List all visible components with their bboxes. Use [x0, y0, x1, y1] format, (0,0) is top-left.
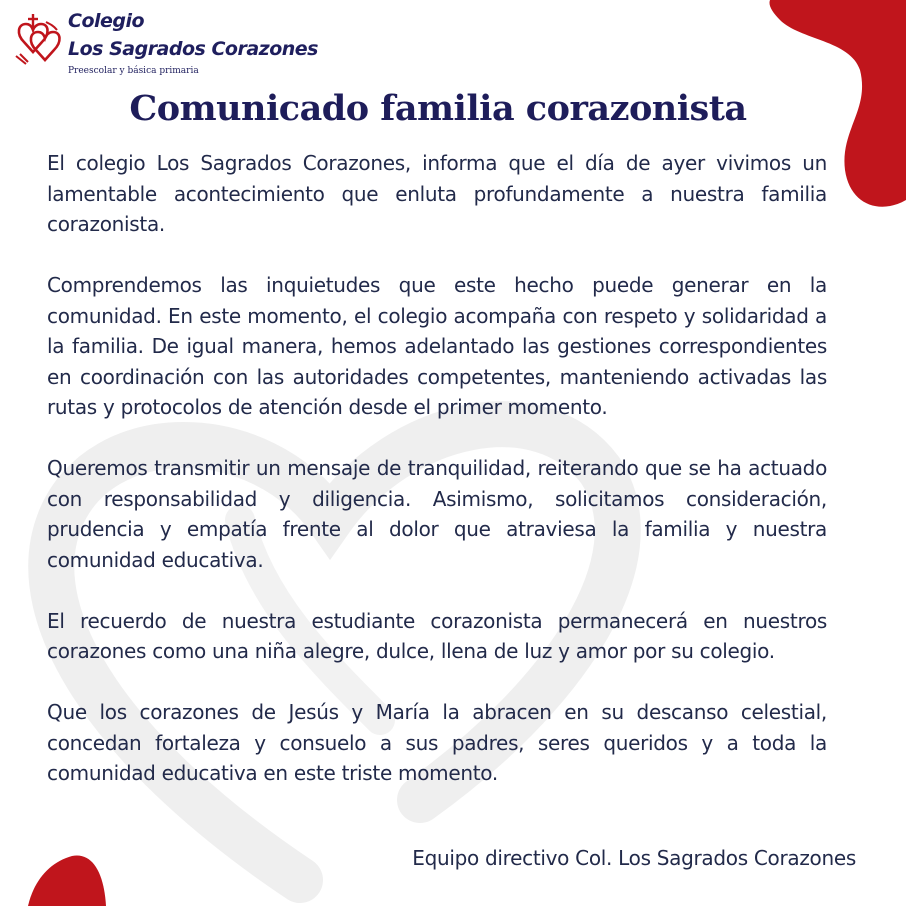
paragraph: Que los corazones de Jesús y María la abracen en su descanso celestial, concedan fortaleza y consuelo a sus padres, seres queridos y a toda la comunidad educativa en este triste momento. [47, 700, 827, 785]
page-title: Comunicado familia corazonista [129, 88, 747, 129]
logo-name-line1: Colegio [68, 10, 145, 32]
logo-name-line2: Los Sagrados Corazones [68, 38, 318, 60]
school-logo [10, 8, 318, 80]
communique-body [47, 148, 827, 789]
paragraph: El recuerdo de nuestra estudiante corazonista permanecerá en nuestros corazones como una niña alegre, dulce, llena de luz y amor por su colegio. [47, 608, 827, 663]
paragraph: Queremos transmitir un mensaje de tranquilidad, reiterando que se ha actuado con responsabilidad y diligencia. Asimismo, solicitamos consideración, prudencia y empatía frente al dolor que atraviesa la familia y nuestra comunidad educativa. [47, 456, 827, 572]
paragraph: El colegio Los Sagrados Corazones, informa que el día de ayer vivimos un lamentable acontecimiento que enluta profundamente a nuestra familia corazonista. [47, 151, 827, 236]
paragraph: Comprendemos las inquietudes que este hecho puede generar en la comunidad. En este momento, el colegio acompaña con respeto y solidaridad a la familia. De igual manera, hemos adelantado las gestiones correspondientes en coordinación con las autoridades competentes, manteniendo activadas las rutas y protocolos de atención desde el primer momento. [47, 273, 827, 419]
logo-subtitle: Preescolar y básica primaria [68, 66, 199, 76]
signature: Equipo directivo Col. Los Sagrados Corazones [412, 846, 856, 870]
sacred-hearts-logo-icon [10, 12, 66, 72]
